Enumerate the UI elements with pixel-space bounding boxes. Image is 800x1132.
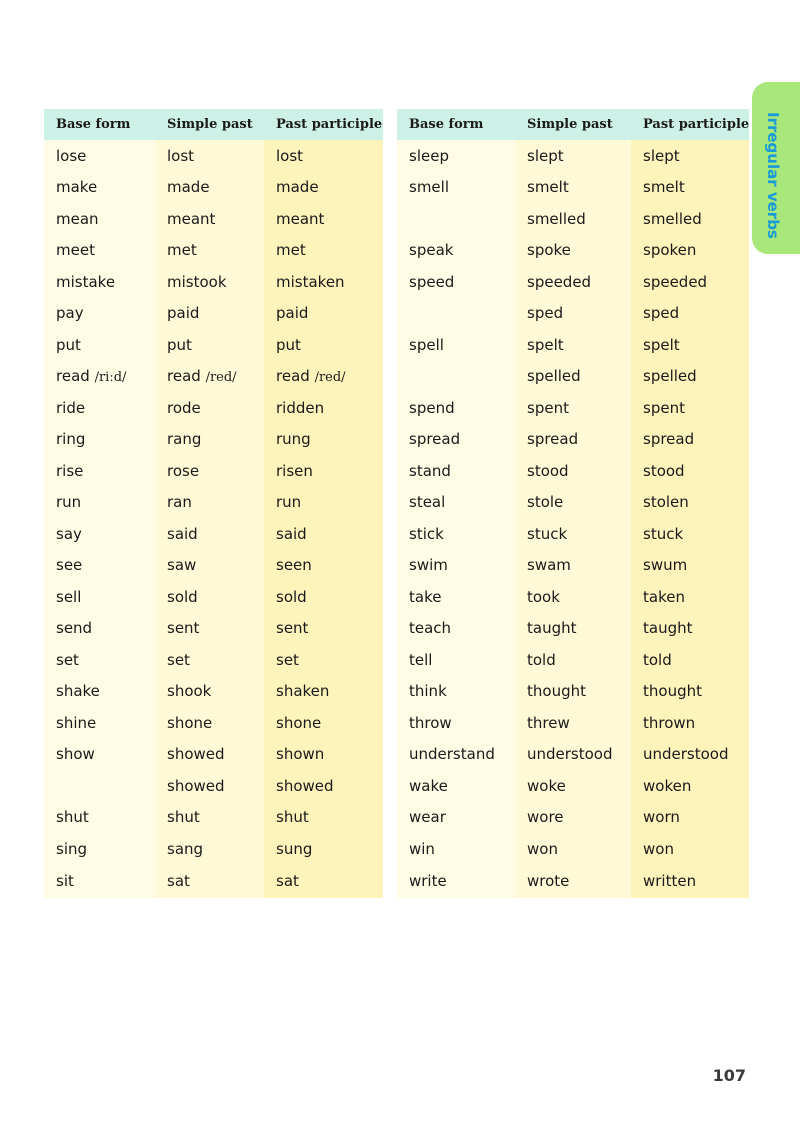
table-row	[44, 518, 383, 550]
cell-base-form	[44, 361, 155, 393]
cell-past-participle: slept	[631, 140, 749, 172]
table-row	[397, 644, 749, 676]
cell-base-form: steal	[397, 487, 515, 519]
cell-base-form: mean	[44, 203, 155, 235]
table-row	[44, 613, 383, 645]
cell-base-form: spend	[397, 392, 515, 424]
cell-simple-past: wore	[515, 802, 631, 834]
cell-simple-past: woke	[515, 770, 631, 802]
table-row	[44, 172, 383, 204]
table-row	[44, 266, 383, 298]
table-row	[44, 235, 383, 267]
cell-base-form: throw	[397, 707, 515, 739]
cell-base-form: speak	[397, 235, 515, 267]
cell-past-participle: meant	[264, 203, 383, 235]
cell-base-form: ring	[44, 424, 155, 456]
cell-past-participle: showed	[264, 770, 383, 802]
table-header-row	[397, 109, 749, 140]
table-row	[44, 644, 383, 676]
cell-base-form: spell	[397, 329, 515, 361]
cell-past-participle: said	[264, 518, 383, 550]
cell-simple-past: spoke	[515, 235, 631, 267]
cell-base-form	[397, 203, 515, 235]
phonetic-transcription: /riːd/	[94, 370, 127, 386]
cell-simple-past: told	[515, 644, 631, 676]
table-row	[397, 455, 749, 487]
cell-base-form: speed	[397, 266, 515, 298]
cell-base-form	[44, 770, 155, 802]
table-row	[44, 770, 383, 802]
cell-simple-past: smelt	[515, 172, 631, 204]
cell-base-form: say	[44, 518, 155, 550]
table-row	[397, 298, 749, 330]
table-row	[397, 770, 749, 802]
cell-base-form: sell	[44, 581, 155, 613]
cell-base-form: mistake	[44, 266, 155, 298]
cell-past-participle: ridden	[264, 392, 383, 424]
cell-past-participle: risen	[264, 455, 383, 487]
cell-past-participle: shown	[264, 739, 383, 771]
cell-past-participle: stood	[631, 455, 749, 487]
side-tab-label: Irregular verbs	[764, 112, 782, 239]
table-row	[44, 707, 383, 739]
cell-simple-past: saw	[155, 550, 264, 582]
table-row	[44, 140, 383, 172]
cell-base-form: sing	[44, 833, 155, 865]
cell-simple-past: made	[155, 172, 264, 204]
cell-past-participle: sung	[264, 833, 383, 865]
cell-simple-past: shook	[155, 676, 264, 708]
cell-past-participle: thought	[631, 676, 749, 708]
cell-simple-past: spread	[515, 424, 631, 456]
table-row	[44, 392, 383, 424]
cell-past-participle: shone	[264, 707, 383, 739]
cell-simple-past: sold	[155, 581, 264, 613]
cell-base-form: pay	[44, 298, 155, 330]
cell-base-form: shut	[44, 802, 155, 834]
table-row	[44, 298, 383, 330]
table-row	[44, 865, 383, 898]
cell-past-participle	[264, 361, 383, 393]
cell-simple-past: understood	[515, 739, 631, 771]
cell-base-form: make	[44, 172, 155, 204]
cell-base-form: shine	[44, 707, 155, 739]
cell-past-participle: taken	[631, 581, 749, 613]
cell-past-participle: stuck	[631, 518, 749, 550]
cell-base-form: run	[44, 487, 155, 519]
cell-past-participle: met	[264, 235, 383, 267]
cell-base-form: sleep	[397, 140, 515, 172]
cell-simple-past: lost	[155, 140, 264, 172]
cell-simple-past: slept	[515, 140, 631, 172]
cell-past-participle: spelled	[631, 361, 749, 393]
cell-simple-past: smelled	[515, 203, 631, 235]
table-row	[44, 581, 383, 613]
cell-base-form: write	[397, 865, 515, 898]
table-row	[397, 550, 749, 582]
cell-simple-past: speeded	[515, 266, 631, 298]
table-row	[44, 833, 383, 865]
column-header-past-participle: Past participle	[631, 109, 749, 140]
cell-simple-past: rode	[155, 392, 264, 424]
column-header-base-form: Base form	[397, 109, 515, 140]
cell-base-form: rise	[44, 455, 155, 487]
cell-base-form	[397, 361, 515, 393]
table-row	[44, 329, 383, 361]
page-number: 107	[712, 1066, 746, 1085]
cell-simple-past: took	[515, 581, 631, 613]
table-row	[397, 203, 749, 235]
cell-simple-past: sat	[155, 865, 264, 898]
cell-base-form: set	[44, 644, 155, 676]
cell-past-participle: swum	[631, 550, 749, 582]
cell-base-form: smell	[397, 172, 515, 204]
cell-base-form: tell	[397, 644, 515, 676]
table-row	[397, 266, 749, 298]
cell-past-participle: shut	[264, 802, 383, 834]
cell-past-participle: won	[631, 833, 749, 865]
table-row	[397, 329, 749, 361]
table-row	[44, 550, 383, 582]
cell-past-participle: written	[631, 865, 749, 898]
cell-simple-past: shut	[155, 802, 264, 834]
cell-simple-past: sang	[155, 833, 264, 865]
cell-past-participle: shaken	[264, 676, 383, 708]
cell-simple-past: spelt	[515, 329, 631, 361]
cell-base-form: stand	[397, 455, 515, 487]
cell-simple-past: put	[155, 329, 264, 361]
cell-past-participle: made	[264, 172, 383, 204]
cell-past-participle: run	[264, 487, 383, 519]
cell-simple-past: mistook	[155, 266, 264, 298]
cell-past-participle: woken	[631, 770, 749, 802]
table-row	[44, 424, 383, 456]
table-row	[44, 487, 383, 519]
cell-base-form: swim	[397, 550, 515, 582]
cell-base-form: spread	[397, 424, 515, 456]
table-row	[397, 361, 749, 393]
irregular-verbs-table-left	[44, 109, 383, 898]
cell-simple-past: showed	[155, 739, 264, 771]
cell-simple-past: won	[515, 833, 631, 865]
phonetic-transcription: /red/	[205, 370, 237, 386]
cell-simple-past: set	[155, 644, 264, 676]
table-row	[44, 361, 383, 393]
cell-past-participle: smelled	[631, 203, 749, 235]
cell-simple-past: ran	[155, 487, 264, 519]
cell-past-participle: sat	[264, 865, 383, 898]
cell-past-participle: rung	[264, 424, 383, 456]
cell-past-participle: spelt	[631, 329, 749, 361]
cell-past-participle: set	[264, 644, 383, 676]
table-row	[397, 833, 749, 865]
cell-simple-past: wrote	[515, 865, 631, 898]
table-row	[397, 739, 749, 771]
cell-simple-past: sent	[155, 613, 264, 645]
verb-word: read	[56, 367, 90, 386]
cell-simple-past: spelled	[515, 361, 631, 393]
column-header-past-participle: Past participle	[264, 109, 383, 140]
cell-past-participle: paid	[264, 298, 383, 330]
cell-past-participle: understood	[631, 739, 749, 771]
cell-base-form: take	[397, 581, 515, 613]
cell-base-form: ride	[44, 392, 155, 424]
cell-past-participle: thrown	[631, 707, 749, 739]
cell-past-participle: stolen	[631, 487, 749, 519]
cell-base-form: think	[397, 676, 515, 708]
verb-word: read	[167, 367, 201, 386]
cell-past-participle: spoken	[631, 235, 749, 267]
cell-base-form: sit	[44, 865, 155, 898]
table-row	[397, 518, 749, 550]
cell-simple-past: said	[155, 518, 264, 550]
cell-simple-past: spent	[515, 392, 631, 424]
irregular-verbs-table-right	[397, 109, 749, 898]
cell-simple-past: paid	[155, 298, 264, 330]
cell-past-participle: speeded	[631, 266, 749, 298]
column-header-simple-past: Simple past	[155, 109, 264, 140]
cell-simple-past: rose	[155, 455, 264, 487]
cell-simple-past: meant	[155, 203, 264, 235]
cell-simple-past: threw	[515, 707, 631, 739]
cell-past-participle: told	[631, 644, 749, 676]
cell-simple-past: sped	[515, 298, 631, 330]
cell-base-form: teach	[397, 613, 515, 645]
cell-simple-past: showed	[155, 770, 264, 802]
column-header-simple-past: Simple past	[515, 109, 631, 140]
table-row	[44, 802, 383, 834]
table-row	[44, 455, 383, 487]
cell-past-participle: sped	[631, 298, 749, 330]
cell-past-participle: lost	[264, 140, 383, 172]
cell-past-participle: seen	[264, 550, 383, 582]
verb-word: read	[276, 367, 310, 386]
table-row	[397, 865, 749, 898]
cell-simple-past: taught	[515, 613, 631, 645]
cell-past-participle: worn	[631, 802, 749, 834]
cell-base-form: stick	[397, 518, 515, 550]
cell-past-participle: smelt	[631, 172, 749, 204]
table-row	[397, 424, 749, 456]
table-row	[397, 392, 749, 424]
cell-simple-past: stuck	[515, 518, 631, 550]
cell-base-form: wear	[397, 802, 515, 834]
cell-simple-past: stole	[515, 487, 631, 519]
table-row	[397, 802, 749, 834]
cell-base-form: send	[44, 613, 155, 645]
cell-past-participle: mistaken	[264, 266, 383, 298]
cell-base-form: put	[44, 329, 155, 361]
table-row	[44, 676, 383, 708]
cell-simple-past: rang	[155, 424, 264, 456]
cell-base-form: show	[44, 739, 155, 771]
cell-base-form: wake	[397, 770, 515, 802]
column-header-base-form: Base form	[44, 109, 155, 140]
cell-past-participle: sold	[264, 581, 383, 613]
table-row	[397, 172, 749, 204]
cell-base-form	[397, 298, 515, 330]
table-row	[397, 613, 749, 645]
cell-base-form: see	[44, 550, 155, 582]
table-row	[397, 140, 749, 172]
cell-base-form: win	[397, 833, 515, 865]
table-row	[397, 235, 749, 267]
cell-simple-past: thought	[515, 676, 631, 708]
cell-simple-past: swam	[515, 550, 631, 582]
cell-base-form: lose	[44, 140, 155, 172]
cell-simple-past: shone	[155, 707, 264, 739]
table-row	[397, 581, 749, 613]
table-row	[44, 739, 383, 771]
cell-past-participle: spent	[631, 392, 749, 424]
table-row	[397, 676, 749, 708]
table-row	[397, 707, 749, 739]
cell-simple-past: met	[155, 235, 264, 267]
cell-simple-past	[155, 361, 264, 393]
cell-past-participle: taught	[631, 613, 749, 645]
cell-past-participle: sent	[264, 613, 383, 645]
cell-base-form: understand	[397, 739, 515, 771]
cell-base-form: shake	[44, 676, 155, 708]
cell-base-form: meet	[44, 235, 155, 267]
cell-past-participle: put	[264, 329, 383, 361]
cell-simple-past: stood	[515, 455, 631, 487]
cell-past-participle: spread	[631, 424, 749, 456]
table-row	[44, 203, 383, 235]
table-row	[397, 487, 749, 519]
phonetic-transcription: /red/	[314, 370, 346, 386]
table-header-row	[44, 109, 383, 140]
